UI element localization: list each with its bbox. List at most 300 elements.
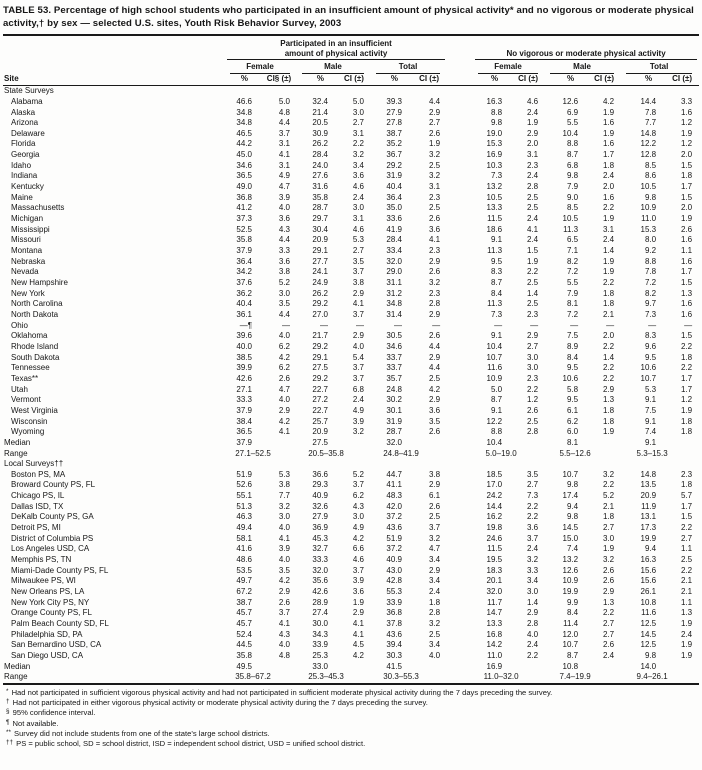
gap-cell <box>447 576 473 587</box>
value-cell: 45.3 <box>312 533 328 543</box>
value-cell: 7.7 <box>644 118 657 128</box>
value-cell: 35.8 <box>236 650 252 660</box>
value-cell: 10.8 <box>562 661 579 671</box>
value-cell: 39.3 <box>386 96 402 106</box>
value-cell: 36.7 <box>386 150 402 160</box>
value-cell: 3.2 <box>526 555 539 565</box>
value-cell: 12.5 <box>640 640 657 650</box>
value-cell: 1.8 <box>680 427 693 437</box>
table-row <box>3 523 699 534</box>
value-cell: 24.6 <box>486 533 503 543</box>
value-cell: 3.7 <box>352 309 364 319</box>
value-cell: 14.8 <box>640 469 657 479</box>
value-cell: 5.8 <box>566 384 579 394</box>
value-cell: 21.7 <box>312 331 328 341</box>
value-cell: 27.1 <box>236 384 252 394</box>
value-cell: 2.9 <box>428 395 441 405</box>
value-cell: 16.9 <box>486 150 503 160</box>
value-cell: 3.2 <box>428 533 441 543</box>
value-cell: 2.4 <box>428 587 441 597</box>
value-cell: 2.5 <box>428 203 441 213</box>
value-cell: 9.5 <box>490 256 503 266</box>
value-cell: 1.8 <box>680 480 693 490</box>
value-cell: 30.1 <box>386 405 402 415</box>
gap-cell <box>447 491 473 502</box>
site-cell: Alabama <box>11 96 43 106</box>
value-cell: 3.7 <box>352 267 364 277</box>
value-cell: 2.2 <box>602 373 615 383</box>
value-cell: 6.1 <box>566 405 579 415</box>
value-cell: 36.9 <box>312 523 328 533</box>
value-cell: 8.8 <box>644 256 657 266</box>
value-cell: 9.5 <box>566 395 579 405</box>
gap-cell <box>447 427 473 438</box>
value-cell: 46.3 <box>236 512 252 522</box>
value-cell: 10.8 <box>640 597 657 607</box>
value-cell: 2.7 <box>352 118 364 128</box>
value-cell: 4.2 <box>602 96 615 106</box>
value-cell: 16.3 <box>486 96 503 106</box>
value-cell <box>511 662 545 673</box>
summary-label: Median <box>4 661 31 671</box>
value-cell: 31.9 <box>386 416 402 426</box>
value-cell: 16.2 <box>486 512 503 522</box>
site-cell: New Hampshire <box>11 278 68 287</box>
table-row <box>3 225 699 236</box>
gap-cell <box>447 395 473 406</box>
value-cell: — <box>432 320 441 330</box>
value-cell: 6.2 <box>566 416 579 426</box>
value-cell: 1.8 <box>602 299 615 309</box>
value-cell: 2.4 <box>352 395 364 405</box>
value-cell: 35.8 <box>236 235 252 245</box>
value-cell: 1.3 <box>602 395 615 405</box>
value-cell: 2.1 <box>680 576 693 586</box>
value-cell: 13.2 <box>562 555 579 565</box>
table-row <box>3 118 699 129</box>
value-cell: 6.2 <box>352 491 364 501</box>
gap-cell <box>447 214 473 225</box>
value-cell: 34.3 <box>312 629 328 639</box>
site-cell: Vermont <box>11 395 41 405</box>
value-cell: 9.4 <box>644 544 657 554</box>
value-cell: 38.5 <box>236 352 252 362</box>
value-cell: 10.5 <box>562 214 579 224</box>
value-cell: 36.1 <box>236 309 252 319</box>
site-cell: Wisconsin <box>11 416 48 426</box>
value-cell: 37.8 <box>386 619 402 628</box>
pct-header: % <box>473 74 511 86</box>
value-cell: 35.8–67.2 <box>235 672 271 682</box>
value-cell: 1.2 <box>680 118 693 128</box>
value-cell: 3.2 <box>602 469 615 479</box>
value-cell: 10.3 <box>486 160 503 170</box>
value-cell: 3.4 <box>428 640 441 650</box>
table-row <box>3 374 699 385</box>
value-cell: 29.1 <box>312 352 328 362</box>
value-cell: 33.4 <box>386 246 402 256</box>
value-cell: 2.2 <box>680 523 693 533</box>
value-cell: 49.4 <box>236 523 252 533</box>
value-cell: 38.7 <box>236 597 252 607</box>
value-cell: 42.6 <box>312 587 328 597</box>
value-cell: 7.5 <box>566 331 579 341</box>
site-cell: Boston PS, MA <box>11 469 66 479</box>
value-cell: 43.6 <box>386 629 402 639</box>
value-cell: 11.6 <box>487 363 503 373</box>
gap-cell <box>447 598 473 609</box>
value-cell: 3.1 <box>526 150 539 160</box>
gap-cell <box>447 257 473 268</box>
header-gap <box>447 74 473 86</box>
table-row <box>3 246 699 257</box>
value-cell: 3.0 <box>526 363 539 373</box>
value-cell: 2.3 <box>428 288 441 298</box>
value-cell: 24.8 <box>386 384 402 394</box>
value-cell: 4.2 <box>352 533 364 543</box>
site-cell: Nebraska <box>11 256 46 266</box>
value-cell: 4.9 <box>352 405 364 415</box>
gap-cell <box>447 108 473 119</box>
value-cell: 2.9 <box>526 331 539 341</box>
value-cell: 11.5 <box>487 214 503 224</box>
value-cell: 2.0 <box>602 182 615 192</box>
table-row <box>3 619 699 630</box>
value-cell: 52.5 <box>236 224 252 234</box>
footnote: †† PS = public school, SD = school district, ISD = independent school district, USD = unified school district. <box>6 738 366 748</box>
table-row <box>3 278 699 289</box>
site-cell: Milwaukee PS, WI <box>11 576 76 586</box>
value-cell: 6.0 <box>566 427 579 437</box>
value-cell: 27.2 <box>312 395 328 405</box>
value-cell: 3.0 <box>526 352 539 362</box>
value-cell: 40.4 <box>386 182 402 192</box>
value-cell: 8.2 <box>566 256 579 266</box>
value-cell: 33.3 <box>312 555 328 565</box>
value-cell: 1.9 <box>352 597 364 607</box>
value-cell: 35.2 <box>386 139 402 149</box>
footnote: ¶ Not available. <box>6 718 59 728</box>
value-cell: 2.2 <box>602 203 615 213</box>
table-row <box>3 310 699 321</box>
value-cell: 2.3 <box>428 192 441 202</box>
value-cell: 7.2 <box>566 267 579 277</box>
value-cell: 30.5 <box>386 331 402 341</box>
value-cell: 3.3 <box>526 565 539 575</box>
value-cell: 39.6 <box>236 331 252 341</box>
value-cell: 2.7 <box>526 341 539 351</box>
value-cell: 2.9 <box>352 288 364 298</box>
value-cell: 3.9 <box>278 544 290 554</box>
value-cell: 4.1 <box>352 619 364 628</box>
value-cell: 3.2 <box>352 150 364 160</box>
value-cell: 1.7 <box>680 373 693 383</box>
value-cell: 2.2 <box>526 512 539 522</box>
value-cell: 9.1 <box>644 437 657 447</box>
value-cell: 2.4 <box>602 171 615 181</box>
value-cell: 26.1 <box>640 587 657 597</box>
value-cell: 1.7 <box>680 267 693 277</box>
gap-cell <box>447 267 473 278</box>
value-cell: 40.9 <box>312 491 328 501</box>
subheader-total-1: Total <box>371 60 447 74</box>
value-cell: 8.7 <box>490 278 503 287</box>
table-row <box>3 257 699 268</box>
value-cell: 9.4 <box>566 501 579 511</box>
value-cell: 3.8 <box>278 480 290 490</box>
value-cell: 41.2 <box>236 203 252 213</box>
value-cell: 2.4 <box>602 650 615 660</box>
value-cell: 4.9 <box>352 523 364 533</box>
value-cell: 1.9 <box>602 256 615 266</box>
value-cell: 11.7 <box>487 597 503 607</box>
site-cell: District of Columbia PS <box>11 533 94 543</box>
value-cell <box>587 662 621 673</box>
ci-header: CI§ (±) <box>261 74 297 86</box>
value-cell: 46.5 <box>236 128 252 138</box>
value-cell: 31.4 <box>386 309 402 319</box>
value-cell: 2.6 <box>428 128 441 138</box>
value-cell: 34.2 <box>236 267 252 277</box>
value-cell: 1.9 <box>680 214 693 224</box>
value-cell: 3.7 <box>278 128 290 138</box>
value-cell: 2.1 <box>680 587 693 597</box>
value-cell: 1.6 <box>602 118 615 128</box>
value-cell: 67.2 <box>236 587 252 597</box>
gap-cell <box>447 449 473 460</box>
subheader-female-2: Female <box>473 60 545 74</box>
value-cell: 45.7 <box>236 619 252 628</box>
gap-cell <box>447 342 473 353</box>
value-cell: 3.1 <box>602 224 615 234</box>
value-cell: 2.4 <box>526 640 539 650</box>
value-cell: 1.9 <box>526 256 539 266</box>
value-cell: 10.9 <box>640 203 657 213</box>
table-row <box>3 108 699 119</box>
value-cell: 3.4 <box>526 576 539 586</box>
table-row <box>3 203 699 214</box>
value-cell: 2.6 <box>602 576 615 586</box>
value-cell: 36.4 <box>386 192 402 202</box>
value-cell: 1.9 <box>602 128 615 138</box>
value-cell: 3.0 <box>352 203 364 213</box>
value-cell: 29.7 <box>312 214 328 224</box>
value-cell: 2.4 <box>526 107 539 117</box>
value-cell: 5.0 <box>352 96 364 106</box>
value-cell: 2.3 <box>526 373 539 383</box>
site-cell: San Bernardino USD, CA <box>11 640 102 650</box>
value-cell: 7.1 <box>566 246 579 256</box>
value-cell: 2.4 <box>526 235 539 245</box>
value-cell: 9.1 <box>490 331 503 341</box>
value-cell: 3.8 <box>352 278 364 287</box>
value-cell: 1.5 <box>680 331 693 341</box>
value-cell: 3.0 <box>278 288 290 298</box>
table-row <box>3 427 699 438</box>
value-cell: 11.3 <box>563 224 579 234</box>
value-cell: 7.2 <box>644 278 657 287</box>
table-title: TABLE 53. Percentage of high school students who participated in an insufficient amount of physical activity* and no vigorous or moderate physical activity,† by sex — selected U.S. sites, Youth Risk Behavior Survey, 2003 <box>3 5 694 29</box>
value-cell: 1.4 <box>526 288 539 298</box>
value-cell: 4.0 <box>278 555 290 565</box>
value-cell: 3.2 <box>428 150 441 160</box>
value-cell: 30.9 <box>312 128 328 138</box>
value-cell: 9.2 <box>644 246 657 256</box>
value-cell: 11.9 <box>641 501 657 511</box>
value-cell: 2.5 <box>428 629 441 639</box>
value-cell: 3.7 <box>278 608 290 618</box>
value-cell: 3.2 <box>278 501 290 511</box>
value-cell: 11.0–32.0 <box>483 672 519 682</box>
table-row <box>3 406 699 417</box>
value-cell: 4.3 <box>278 224 290 234</box>
value-cell: 3.6 <box>278 214 290 224</box>
value-cell: 3.1 <box>352 214 364 224</box>
value-cell: 2.6 <box>278 597 290 607</box>
value-cell: 4.8 <box>278 650 290 660</box>
value-cell: 34.8 <box>386 299 402 309</box>
value-cell: — <box>394 320 402 330</box>
value-cell: 2.6 <box>278 373 290 383</box>
value-cell: 4.4 <box>428 341 441 351</box>
table-body <box>3 86 699 684</box>
value-cell: 1.6 <box>680 309 693 319</box>
table-row <box>3 534 699 545</box>
value-cell: 2.4 <box>352 192 364 202</box>
value-cell: 49.5 <box>236 661 252 671</box>
table-row <box>3 566 699 577</box>
value-cell: 2.5 <box>526 203 539 213</box>
site-cell: South Dakota <box>11 352 60 362</box>
value-cell: 4.2 <box>352 650 364 660</box>
value-cell: 2.7 <box>526 480 539 490</box>
gap-cell <box>447 502 473 513</box>
gap-cell <box>447 651 473 662</box>
value-cell: 2.5 <box>526 192 539 202</box>
value-cell: 11.3 <box>487 246 503 256</box>
value-cell: 2.2 <box>526 501 539 511</box>
gap-cell <box>447 161 473 172</box>
value-cell: 1.6 <box>680 107 693 117</box>
value-cell: 7.3 <box>644 309 657 319</box>
value-cell: 2.5 <box>428 373 441 383</box>
value-cell: 7.8 <box>644 107 657 117</box>
value-cell: 1.6 <box>602 139 615 149</box>
value-cell: 3.5 <box>278 299 290 309</box>
value-cell: 19.8 <box>486 523 503 533</box>
value-cell: 7.4–19.9 <box>559 672 591 682</box>
value-cell: 20.5 <box>312 118 328 128</box>
gap-cell <box>447 278 473 289</box>
value-cell: 31.9 <box>386 171 402 181</box>
table-row <box>3 150 699 161</box>
table-row <box>3 555 699 566</box>
value-cell: 3.1 <box>278 139 290 149</box>
section-label: Local Surveys†† <box>4 459 64 469</box>
value-cell: 2.0 <box>680 150 693 160</box>
value-cell: 5.2 <box>352 469 364 479</box>
value-cell: 17.0 <box>486 480 503 490</box>
value-cell: 9.1 <box>644 395 657 405</box>
value-cell: 33.9 <box>312 640 328 650</box>
site-cell: Massachusetts <box>11 203 65 213</box>
value-cell: 41.1 <box>386 480 402 490</box>
value-cell: 2.0 <box>602 331 615 341</box>
footnote-marker: * <box>6 687 9 695</box>
gap-cell <box>447 321 473 332</box>
table-row <box>3 587 699 598</box>
value-cell: 5.3 <box>278 469 290 479</box>
value-cell: 15.3 <box>486 139 503 149</box>
table-row <box>3 512 699 523</box>
value-cell: 40.9 <box>386 555 402 565</box>
table-row <box>3 97 699 108</box>
value-cell: 1.9 <box>602 544 615 554</box>
value-cell: 4.1 <box>278 533 290 543</box>
value-cell: 2.6 <box>428 267 441 277</box>
value-cell: 2.6 <box>428 214 441 224</box>
site-cell: Texas** <box>11 373 39 383</box>
value-cell: — <box>648 320 657 330</box>
value-cell: 1.9 <box>680 128 693 138</box>
value-cell: 33.7 <box>386 352 402 362</box>
table-row <box>3 491 699 502</box>
gap-cell <box>447 662 473 673</box>
value-cell: 25.3–45.3 <box>308 672 344 682</box>
gap-cell <box>447 235 473 246</box>
value-cell: 18.5 <box>486 469 503 479</box>
value-cell: 3.2 <box>428 171 441 181</box>
value-cell: 42.8 <box>386 576 402 586</box>
value-cell: 7.5 <box>644 405 657 415</box>
value-cell: 3.9 <box>352 416 364 426</box>
value-cell: 4.2 <box>278 352 290 362</box>
value-cell: 11.3 <box>487 299 503 309</box>
table-row <box>3 544 699 555</box>
value-cell: 2.8 <box>428 299 441 309</box>
section-header-row <box>3 459 699 470</box>
value-cell: — <box>684 320 693 330</box>
value-cell: 1.5 <box>680 512 693 522</box>
value-cell: 1.6 <box>680 235 693 245</box>
value-cell: 1.2 <box>680 139 693 149</box>
value-cell: 10.7 <box>562 469 579 479</box>
value-cell: 3.0 <box>352 107 364 117</box>
gap-cell <box>447 438 473 449</box>
site-cell: Arizona <box>11 118 39 128</box>
value-cell: 1.9 <box>602 267 615 277</box>
data-table <box>3 34 699 685</box>
value-cell: 29.2 <box>386 160 402 170</box>
footnote: § 95% confidence interval. <box>6 708 96 718</box>
value-cell: 3.2 <box>428 619 441 628</box>
section-header-row <box>3 86 699 97</box>
gap-cell <box>447 630 473 641</box>
value-cell: 4.1 <box>278 150 290 160</box>
gap-cell <box>447 150 473 161</box>
value-cell: 8.2 <box>644 288 657 298</box>
site-cell: Miami-Dade County PS, FL <box>11 565 109 575</box>
table-row <box>3 299 699 310</box>
section-label: State Surveys <box>4 86 54 96</box>
value-cell: 3.7 <box>352 373 364 383</box>
site-cell: West Virginia <box>11 405 58 415</box>
table-row <box>3 438 699 449</box>
site-cell: Missouri <box>11 235 41 245</box>
site-column-header: Site <box>3 74 225 86</box>
footnote-marker: ¶ <box>6 718 10 726</box>
value-cell: 2.9 <box>428 480 441 490</box>
